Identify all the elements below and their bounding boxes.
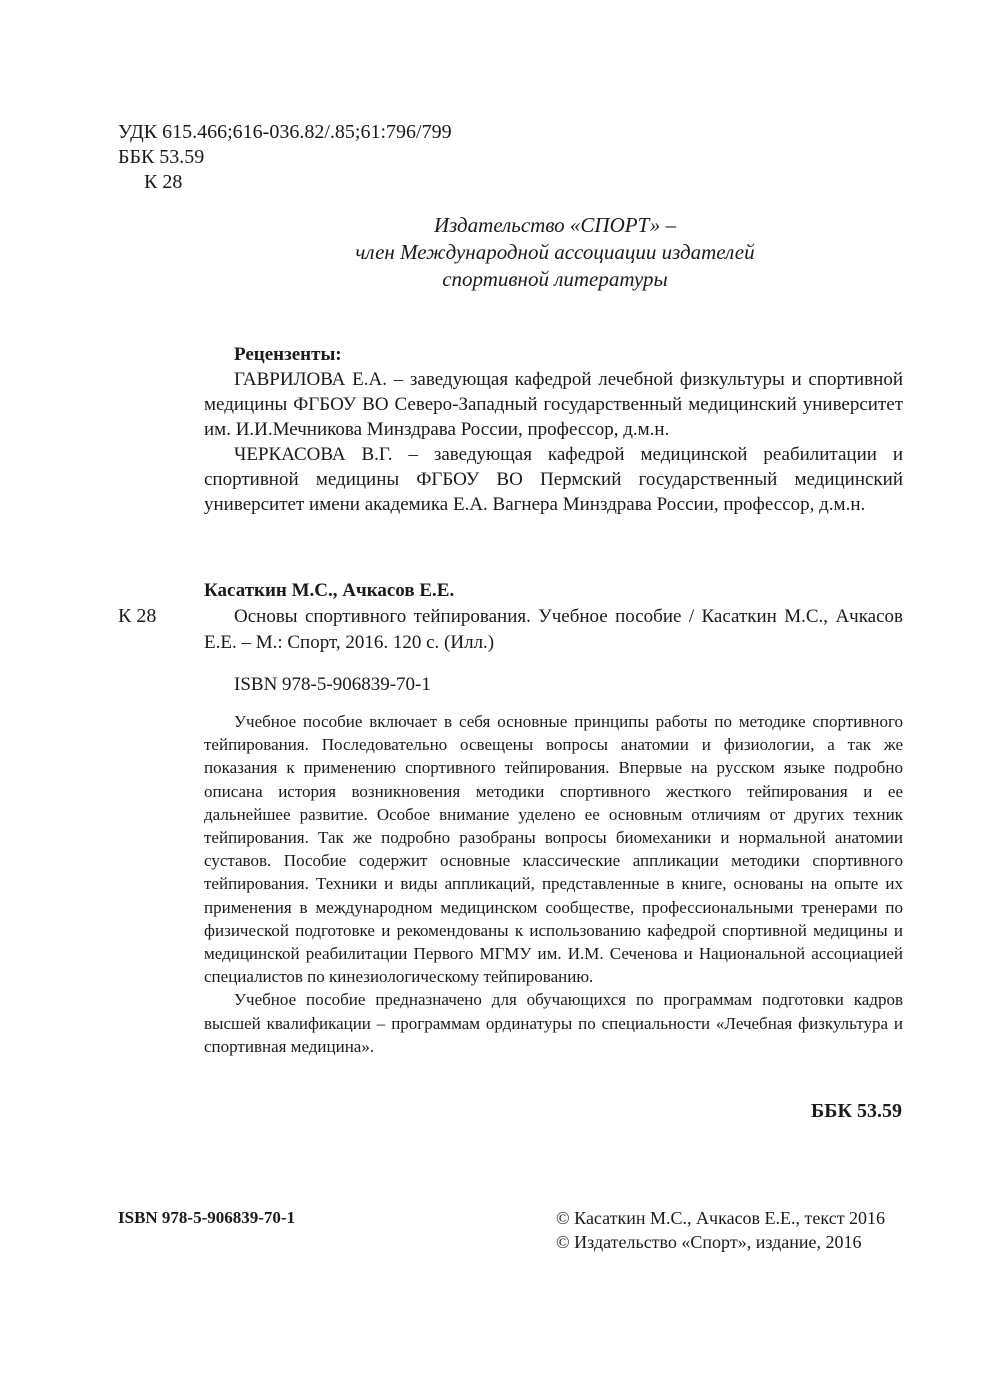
bbk-code: ББК 53.59 — [118, 146, 205, 168]
publisher-line-1: Издательство «СПОРТ» – — [433, 213, 677, 237]
udk-code: УДК 615.466;616-036.82/.85;61:796/799 — [118, 121, 452, 143]
reviewers-section — [204, 342, 903, 517]
copyright-authors: © Касаткин М.С., Ачкасов Е.Е., текст 2016 — [556, 1208, 886, 1228]
book-description: Основы спортивного тейпирования. Учебное пособие / Касаткин М.С., Ачкасов Е.Е. – М.: Спорт, 2016. 120 с. (Илл.) — [204, 606, 903, 653]
reviewer-1: ГАВРИЛОВА Е.А. – заведующая кафедрой лечебной физкультуры и спортивной медицины ФГБОУ ВО Северо-Западный государственный медицинский университет им. И.И.Мечникова Минздрава России, профессор, д.м.н. — [204, 369, 903, 440]
publisher-note — [300, 212, 810, 293]
book-authors: Касаткин М.С., Ачкасов Е.Е. — [204, 580, 455, 601]
copyright-block — [556, 1206, 885, 1254]
publisher-line-2: член Международной ассоциации издателей — [355, 240, 755, 264]
footer-bbk: ББК 53.59 — [811, 1100, 902, 1122]
book-isbn: ISBN 978-5-906839-70-1 — [234, 674, 431, 695]
bibliographic-record — [204, 578, 903, 698]
reviewers-heading: Рецензенты: — [234, 344, 342, 365]
abstract-paragraph-2: Учебное пособие предназначено для обучающихся по программам подготовки кадров высшей квалификации – программам ординатуры по специальности «Лечебная физкультура и спортивная медицина». — [204, 990, 903, 1056]
abstract-paragraph-1: Учебное пособие включает в себя основные принципы работы по методике спортивного тейпирования. Последовательно освещены вопросы анатомии и физиологии, а так же показания к применению спортивного тейпирования. Впервые на русском языке подробно описана история возникновения методики спортивного жесткого тейпирования и ее дальнейшее развитие. Особое внимание уделено ее основным отличиям от других техник тейпирования. Так же подробно разобраны вопросы биомеханики и нормальной анатомии суставов. Пособие содержит основные классические аппликации методики спортивного тейпирования. Техники и виды аппликаций, представленные в книге, основаны на опыте их применения в международном медицинском сообществе, профессиональными тренерами по физической подготовке и рекомендованы к использованию кафедрой спортивной медицины и медицинской реабилитации Первого МГМУ им. И.М. Сеченова и Национальной ассоциацией специалистов по кинезиологическому тейпированию. — [204, 712, 903, 987]
reviewer-2: ЧЕРКАСОВА В.Г. – заведующая кафедрой медицинской реабилитации и спортивной медицины ФГБОУ ВО Пермский государственный медицинский университет имени академика Е.А. Вагнера Минздрава России, профессор, д.м.н. — [204, 444, 903, 515]
author-sign: К 28 — [144, 171, 183, 193]
publisher-line-3: спортивной литературы — [442, 267, 668, 291]
classification-block — [118, 120, 452, 195]
copyright-publisher: © Издательство «Спорт», издание, 2016 — [556, 1232, 862, 1252]
bibliography-side-sign: К 28 — [118, 605, 157, 627]
abstract-section — [204, 710, 903, 1058]
footer-isbn: ISBN 978-5-906839-70-1 — [118, 1208, 296, 1227]
